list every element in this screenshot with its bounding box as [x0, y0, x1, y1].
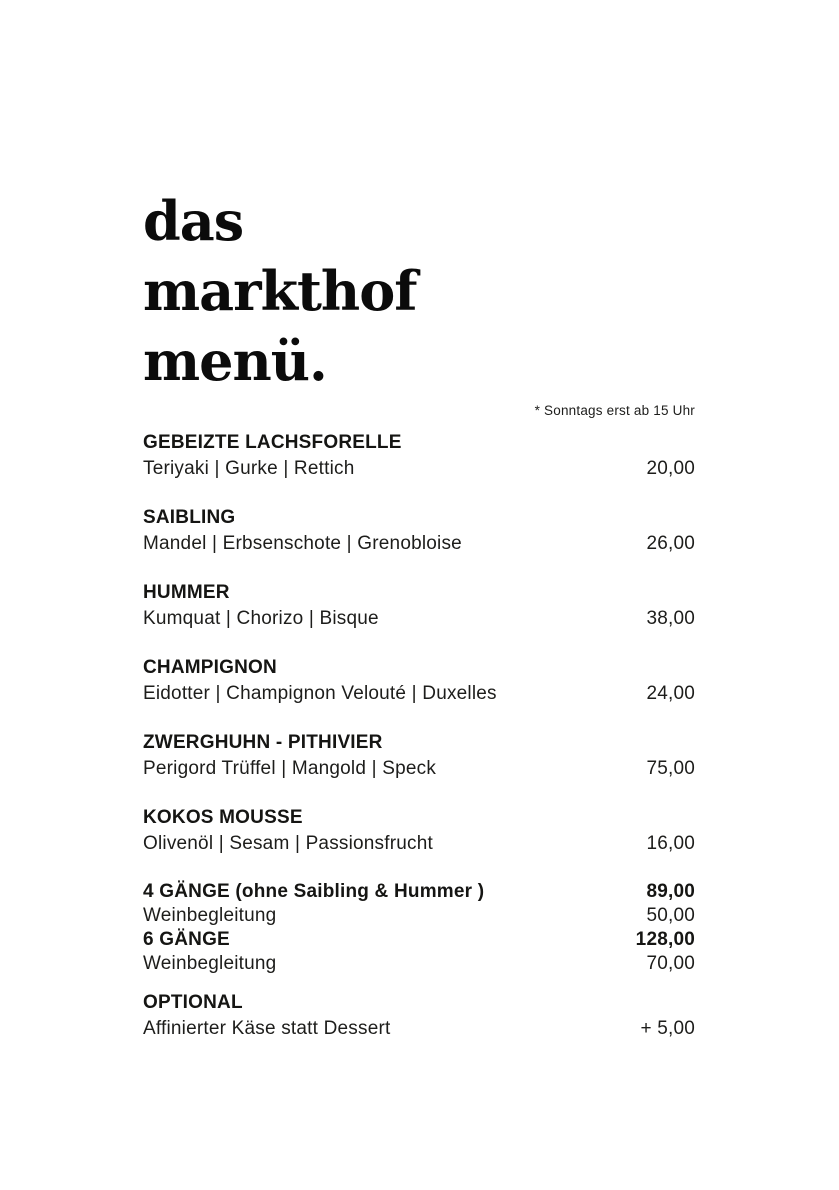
item-description: Teriyaki | Gurke | Rettich — [143, 458, 355, 479]
package-price: 50,00 — [646, 905, 695, 926]
package-label: 6 GÄNGE — [143, 929, 230, 950]
package-row — [143, 904, 695, 928]
package-price: 89,00 — [646, 881, 695, 902]
item-description: Eidotter | Champignon Velouté | Duxelles — [143, 683, 497, 704]
item-price: 20,00 — [646, 458, 695, 479]
item-line — [143, 606, 695, 632]
item-name: OPTIONAL — [143, 992, 243, 1013]
menu-item — [143, 730, 695, 782]
item-line — [143, 756, 695, 782]
item-price: 16,00 — [646, 833, 695, 854]
item-name: GEBEIZTE LACHSFORELLE — [143, 432, 402, 453]
package-price: 128,00 — [635, 929, 695, 950]
sunday-note: * Sonntags erst ab 15 Uhr — [534, 403, 695, 418]
menu-content — [143, 0, 695, 1042]
item-name: SAIBLING — [143, 507, 236, 528]
title-line-1: das — [143, 189, 244, 253]
title-line-2: markthof — [143, 259, 417, 323]
title-line-3: menü. — [143, 329, 327, 393]
item-name: HUMMER — [143, 582, 230, 603]
package-price: 70,00 — [646, 953, 695, 974]
item-description: Olivenöl | Sesam | Passionsfrucht — [143, 833, 433, 854]
package-label: Weinbegleitung — [143, 953, 277, 974]
item-name: ZWERGHUHN - PITHIVIER — [143, 732, 383, 753]
item-price: 26,00 — [646, 533, 695, 554]
optional-section — [143, 990, 695, 1042]
item-price: 38,00 — [646, 608, 695, 629]
menu-item — [143, 430, 695, 482]
item-name: CHAMPIGNON — [143, 657, 277, 678]
item-line — [143, 681, 695, 707]
item-line — [143, 456, 695, 482]
menu-item — [143, 580, 695, 632]
item-description: Affinierter Käse statt Dessert — [143, 1018, 391, 1039]
menu-item — [143, 655, 695, 707]
item-description: Perigord Trüffel | Mangold | Speck — [143, 758, 437, 779]
package-row — [143, 880, 695, 904]
item-line — [143, 531, 695, 557]
item-price: 75,00 — [646, 758, 695, 779]
item-line — [143, 831, 695, 857]
menu-list — [143, 430, 695, 1042]
package-label: 4 GÄNGE (ohne Saibling & Hummer ) — [143, 881, 485, 902]
item-description: Kumquat | Chorizo | Bisque — [143, 608, 379, 629]
item-description: Mandel | Erbsenschote | Grenobloise — [143, 533, 462, 554]
package-row — [143, 928, 695, 952]
item-line — [143, 1016, 695, 1042]
menu-item — [143, 505, 695, 557]
item-name: KOKOS MOUSSE — [143, 807, 303, 828]
package-label: Weinbegleitung — [143, 905, 277, 926]
page-title — [143, 0, 695, 396]
package-row — [143, 952, 695, 976]
item-price: 24,00 — [646, 683, 695, 704]
item-price: + 5,00 — [640, 1018, 695, 1039]
menu-item — [143, 805, 695, 857]
course-packages — [143, 880, 695, 976]
